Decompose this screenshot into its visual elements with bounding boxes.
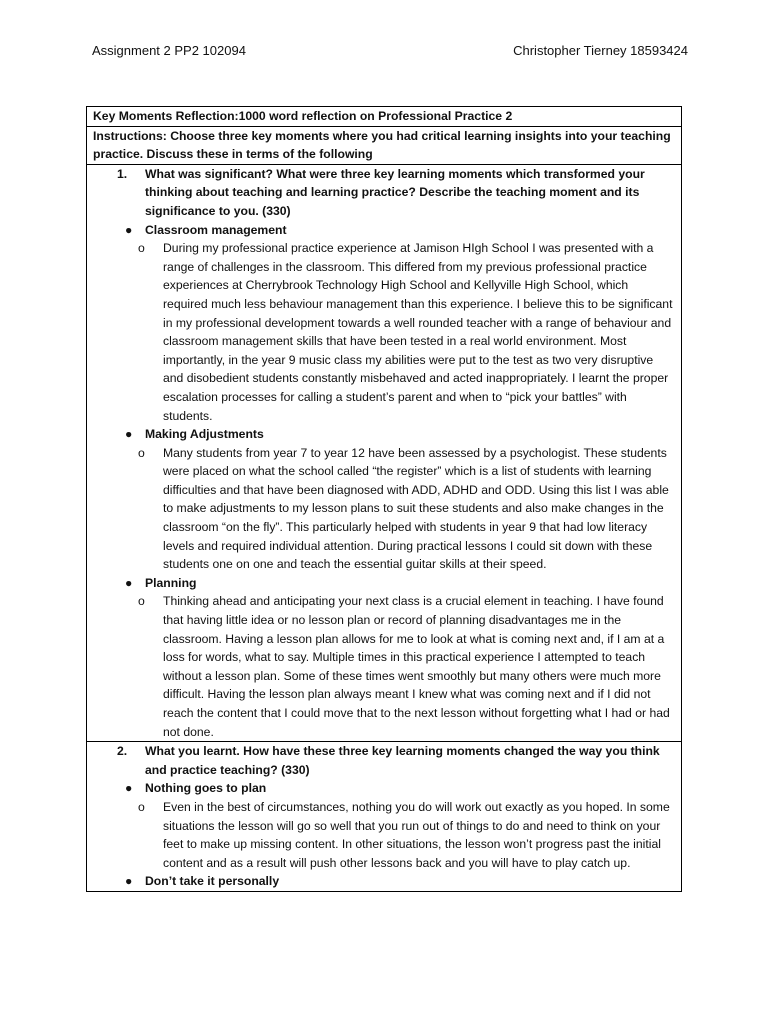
item-text: During my professional practice experience at Jamison HIgh School I was presented with a range of challenges in the classroom. This differed from my previous professional practice experiences at Cherrybrook Technology High School and Kellyville High School, which required much less behaviour management than this experience. I believe this to be significant in my professional development towards a well rounded teacher with a range of behaviour and classroom management skills that have been tested in a real world environment. Most importantly, in the year 9 music class my abilities were put to the test as two very disruptive and disobedient students constantly misbehaved and acted inappropriately. I learnt the proper escalation processes for calling a student’s parent and when to “pick your battles” with students. [163, 241, 673, 423]
question-number: 1. [117, 166, 128, 181]
circle-bullet-icon: o [138, 594, 145, 609]
list-item [93, 425, 675, 444]
assignment-id: Assignment 2 PP2 102094 [92, 43, 246, 58]
item-text: Even in the best of circumstances, nothing you do will work out exactly as you hoped. In some situations the lesson will go so well that you run out of things to do and need to think on your feet to make up missing content. In other situations, the lesson won’t progress past the initial content and as a result will push other lessons back and you will have to play catch up. [163, 799, 670, 870]
section-1 [87, 165, 681, 742]
question-text: What was significant? What were three key learning moments which transformed your thinking about teaching and learning practice? Describe the teaching moment and its significance to you. (330) [145, 166, 645, 218]
question-text: What you learnt. How have these three key learning moments changed the way you think and practice teaching? (330) [145, 744, 660, 777]
bullet-icon: ● [125, 874, 133, 889]
bullet-icon: ● [125, 781, 133, 796]
list-item [93, 872, 675, 891]
list-item [93, 221, 675, 240]
circle-bullet-icon: o [138, 445, 145, 460]
question-1 [93, 165, 675, 221]
item-heading: Classroom management [145, 222, 287, 237]
question-2 [93, 742, 675, 779]
item-heading: Nothing goes to plan [145, 781, 267, 796]
sub-item [93, 239, 675, 425]
circle-bullet-icon: o [138, 241, 145, 256]
item-text: Thinking ahead and anticipating your next class is a crucial element in teaching. I have found that having little idea or no lesson plan or record of planning disadvantages me in the classroom. Having a lesson plan allows for me to look at what is coming next and, if I am at a loss for words, what to say. Multiple times in this practical experience I attempted to teach without a lesson plan. Some of these times went smoothly but many others were much more difficult. Having the lesson plan always meant I knew what was coming next and if I did not reach the content that I could move that to the next lesson without forgetting what I had or had not done. [163, 594, 670, 739]
table-title: Key Moments Reflection:1000 word reflection on Professional Practice 2 [87, 107, 681, 127]
sub-item [93, 798, 675, 872]
list-item [93, 779, 675, 798]
circle-bullet-icon: o [138, 799, 145, 814]
bullet-icon: ● [125, 427, 133, 442]
item-heading: Making Adjustments [145, 427, 264, 442]
sub-item [93, 592, 675, 741]
item-heading: Don’t take it personally [145, 874, 280, 889]
student-name-id: Christopher Tierney 18593424 [513, 43, 688, 58]
question-number: 2. [117, 744, 128, 759]
sub-item [93, 444, 675, 574]
section-2 [87, 742, 681, 891]
page-header [92, 42, 688, 60]
list-item [93, 574, 675, 593]
item-text: Many students from year 7 to year 12 have been assessed by a psychologist. These students were placed on what the school called “the register” which is a list of students with learning difficulties and that have been diagnosed with ADD, ADHD and ODD. Using this list I was able to make adjustments to my lesson plans to suit these students and also make changes in the classroom “on the fly”. This particularly helped with students in year 9 that had low literacy levels and required individual attention. During practical lessons I could sit down with these students one on one and teach the essential guitar skills at their speed. [163, 445, 669, 572]
instructions: Instructions: Choose three key moments where you had critical learning insights into your teaching practice. Discuss these in terms of the following [87, 127, 681, 165]
item-heading: Planning [145, 575, 197, 590]
bullet-icon: ● [125, 222, 133, 237]
reflection-table [86, 106, 682, 892]
bullet-icon: ● [125, 575, 133, 590]
